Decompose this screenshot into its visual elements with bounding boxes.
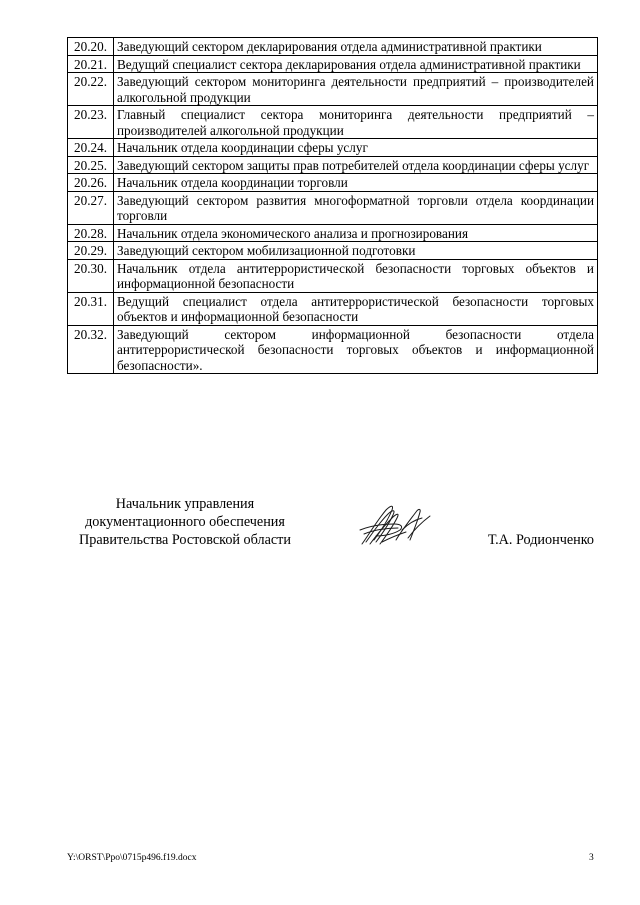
signatory-position-line: Правительства Ростовской области bbox=[79, 532, 291, 548]
table-row bbox=[68, 259, 598, 292]
signatory-position bbox=[66, 495, 304, 549]
row-number: 20.22. bbox=[68, 73, 114, 106]
row-number: 20.30. bbox=[68, 259, 114, 292]
row-number: 20.32. bbox=[68, 325, 114, 374]
table-row bbox=[68, 139, 598, 157]
row-number: 20.24. bbox=[68, 139, 114, 157]
row-number: 20.23. bbox=[68, 106, 114, 139]
table-row bbox=[68, 325, 598, 374]
row-number: 20.27. bbox=[68, 191, 114, 224]
signatory-position-line: документационного обеспечения bbox=[85, 514, 285, 530]
position-title: Начальник отдела антитеррористической безопасности торговых объектов и информационной безопасности bbox=[114, 259, 598, 292]
position-title: Заведующий сектором декларирования отдела административной практики bbox=[114, 38, 598, 56]
position-title: Начальник отдела координации торговли bbox=[114, 174, 598, 192]
table-row bbox=[68, 55, 598, 73]
position-title: Заведующий сектором информационной безопасности отдела антитеррористической безопасности торговых объектов и информационной безопасности». bbox=[114, 325, 598, 374]
row-number: 20.28. bbox=[68, 224, 114, 242]
signature-block bbox=[66, 495, 600, 555]
footer-page-number: 3 bbox=[589, 853, 594, 863]
signatory-name: Т.А. Родионченко bbox=[487, 532, 594, 548]
row-number: 20.21. bbox=[68, 55, 114, 73]
footer-file-path: Y:\ORST\Ppo\0715p496.f19.docx bbox=[67, 853, 197, 863]
table-row bbox=[68, 242, 598, 260]
position-title: Заведующий сектором мобилизационной подготовки bbox=[114, 242, 598, 260]
position-title: Заведующий сектором защиты прав потребителей отдела координации сферы услуг bbox=[114, 156, 598, 174]
row-number: 20.29. bbox=[68, 242, 114, 260]
positions-table bbox=[67, 37, 598, 374]
handwritten-signature bbox=[356, 500, 436, 550]
positions-table-body bbox=[68, 38, 598, 374]
table-row bbox=[68, 174, 598, 192]
row-number: 20.20. bbox=[68, 38, 114, 56]
table-row bbox=[68, 224, 598, 242]
position-title: Заведующий сектором мониторинга деятельности предприятий – производителей алкогольной продукции bbox=[114, 73, 598, 106]
row-number: 20.26. bbox=[68, 174, 114, 192]
table-row bbox=[68, 106, 598, 139]
position-title: Главный специалист сектора мониторинга деятельности предприятий – производителей алкогольной продукции bbox=[114, 106, 598, 139]
row-number: 20.31. bbox=[68, 292, 114, 325]
position-title: Начальник отдела координации сферы услуг bbox=[114, 139, 598, 157]
position-title: Ведущий специалист сектора декларирования отдела административной практики bbox=[114, 55, 598, 73]
table-row bbox=[68, 156, 598, 174]
table-row bbox=[68, 292, 598, 325]
signatory-position-line: Начальник управления bbox=[115, 496, 255, 512]
table-row bbox=[68, 73, 598, 106]
table-row bbox=[68, 191, 598, 224]
position-title: Заведующий сектором развития многоформатной торговли отдела координации торговли bbox=[114, 191, 598, 224]
position-title: Начальник отдела экономического анализа и прогнозирования bbox=[114, 224, 598, 242]
row-number: 20.25. bbox=[68, 156, 114, 174]
table-row bbox=[68, 38, 598, 56]
position-title: Ведущий специалист отдела антитеррористической безопасности торговых объектов и информационной безопасности bbox=[114, 292, 598, 325]
